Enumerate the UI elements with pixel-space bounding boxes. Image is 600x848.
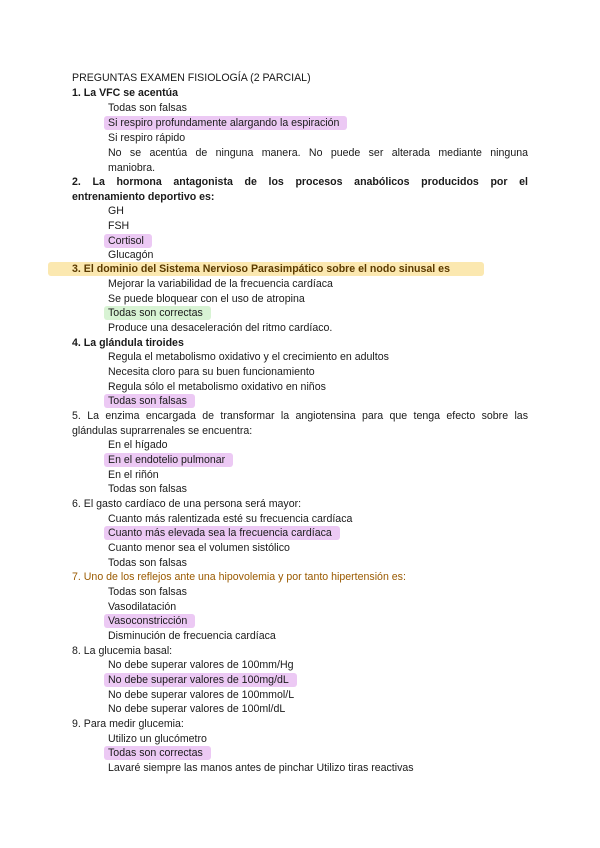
answer-highlight: Cuanto más elevada sea la frecuencia cardíaca — [104, 526, 340, 540]
q5-option-1: En el hígado — [108, 439, 168, 451]
q8-option-3: No debe superar valores de 100mmol/L — [108, 689, 295, 701]
q6-option-1: Cuanto más ralentizada esté su frecuencia cardíaca — [108, 513, 353, 525]
answer-highlight: Todas son correctas — [104, 306, 211, 320]
q4-option-4-answer — [108, 394, 528, 409]
q5-option-2-answer — [108, 453, 528, 468]
q2-option-2: FSH — [108, 220, 130, 232]
answer-highlight: Cortisol — [104, 234, 152, 248]
question-7: 7. Uno de los reflejos ante una hipovolemia y por tanto hipertensión es: — [72, 571, 406, 583]
q6-option-2-answer — [108, 526, 528, 541]
question-6: 6. El gasto cardíaco de una persona será mayor: — [72, 498, 302, 510]
question-8: 8. La glucemia basal: — [72, 645, 173, 657]
q1-option-1: Todas son falsas — [108, 102, 187, 114]
q2-option-4: Glucagón — [108, 249, 154, 261]
question-4: 4. La glándula tiroides — [72, 337, 184, 349]
q1-option-4-continued: maniobra. — [108, 162, 156, 174]
answer-highlight: Todas son correctas — [104, 746, 211, 760]
question-5-line-1: 5. La enzima encargada de transformar la angiotensina para que tenga efecto sobre las — [72, 410, 528, 422]
q3-option-3-answer — [108, 306, 528, 321]
question-2-line-1: 2. La hormona antagonista de los procesos anabólicos producidos por el — [72, 176, 528, 188]
question-5-line-2: glándulas suprarrenales se encuentra: — [72, 425, 253, 437]
q7-option-4: Disminución de frecuencia cardíaca — [108, 630, 276, 642]
question-3: 3. El dominio del Sistema Nervioso Parasimpático sobre el nodo sinusal es — [72, 263, 450, 275]
answer-highlight: Si respiro profundamente alargando la espiración — [104, 116, 347, 130]
q8-option-1: No debe superar valores de 100mm/Hg — [108, 659, 294, 671]
q8-option-4: No debe superar valores de 100ml/dL — [108, 703, 286, 715]
answer-highlight: Todas son falsas — [104, 394, 195, 408]
q2-option-1: GH — [108, 205, 124, 217]
q7-option-3-answer — [108, 614, 528, 629]
answer-highlight: No debe superar valores de 100mg/dL — [104, 673, 297, 687]
q4-option-2: Necesita cloro para su buen funcionamiento — [108, 366, 315, 378]
q9-option-2-answer — [108, 746, 528, 761]
q7-option-2: Vasodilatación — [108, 601, 177, 613]
answer-highlight: Vasoconstricción — [104, 614, 195, 628]
q3-option-1: Mejorar la variabilidad de la frecuencia cardíaca — [108, 278, 333, 290]
q9-option-1: Utilizo un glucómetro — [108, 733, 207, 745]
q5-option-4: Todas son falsas — [108, 483, 187, 495]
q3-option-4: Produce una desaceleración del ritmo cardíaco. — [108, 322, 333, 334]
answer-highlight: En el endotelio pulmonar — [104, 453, 233, 467]
q4-option-1: Regula el metabolismo oxidativo y el crecimiento en adultos — [108, 351, 389, 363]
question-2-line-2: entrenamiento deportivo es: — [72, 191, 215, 203]
q8-option-2-answer — [108, 673, 528, 688]
q9-option-3: Lavaré siempre las manos antes de pinchar Utilizo tiras reactivas — [108, 762, 414, 774]
q7-option-1: Todas son falsas — [108, 586, 187, 598]
q5-option-3: En el riñón — [108, 469, 159, 481]
question-9: 9. Para medir glucemia: — [72, 718, 184, 730]
q1-option-2-answer — [108, 116, 528, 131]
q6-option-3: Cuanto menor sea el volumen sistólico — [108, 542, 290, 554]
q1-option-3: Si respiro rápido — [108, 132, 186, 144]
question-1: 1. La VFC se acentúa — [72, 87, 178, 99]
document-title: PREGUNTAS EXAMEN FISIOLOGÍA (2 PARCIAL) — [72, 72, 311, 84]
q6-option-4: Todas son falsas — [108, 557, 187, 569]
q2-option-3-answer — [108, 234, 528, 249]
q4-option-3: Regula sólo el metabolismo oxidativo en niños — [108, 381, 326, 393]
q3-option-2: Se puede bloquear con el uso de atropina — [108, 293, 305, 305]
q1-option-4: No se acentúa de ninguna manera. No puede ser alterada mediante ninguna — [108, 147, 528, 159]
